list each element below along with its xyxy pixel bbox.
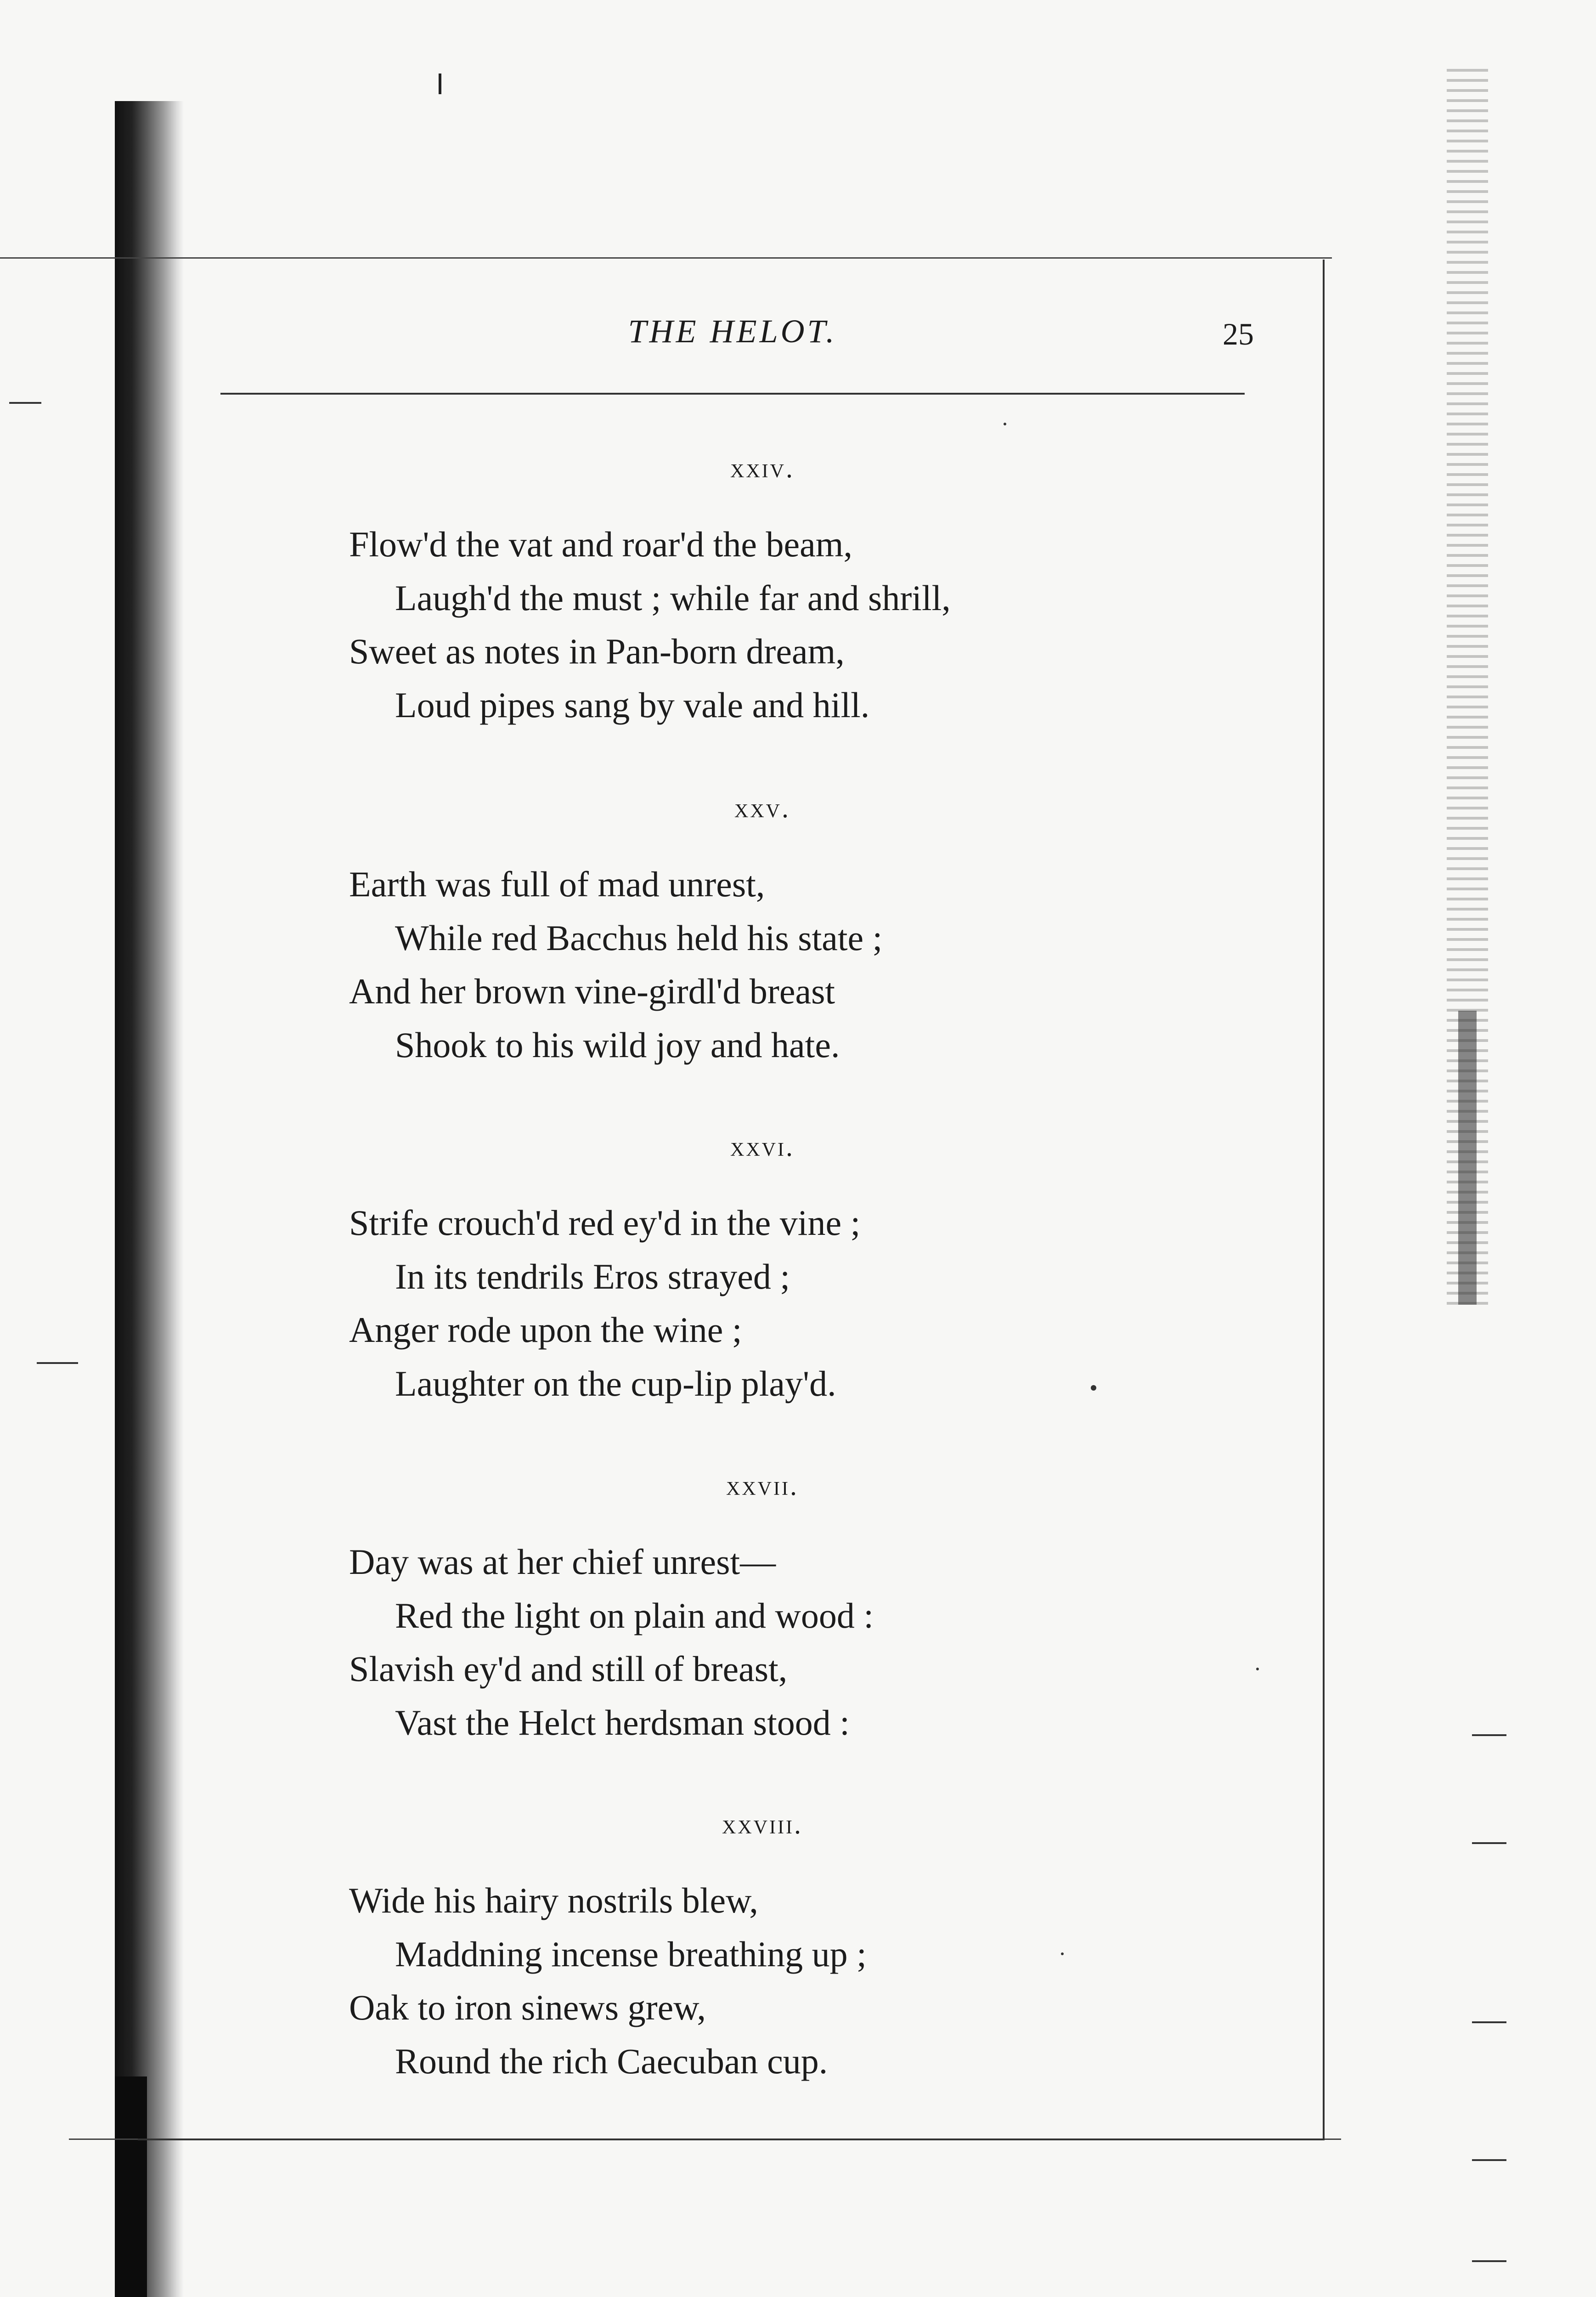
stanza-numeral: xxvi.: [730, 1132, 795, 1162]
margin-dash: [1472, 2021, 1506, 2023]
verse-line: Loud pipes sang by vale and hill.: [395, 685, 870, 725]
ink-speck: [1061, 1952, 1064, 1955]
margin-dash: [1472, 2159, 1506, 2161]
verse-line: Laugh'd the must ; while far and shrill,: [395, 578, 951, 618]
ink-speck: [1004, 423, 1006, 425]
page-edge-dark-band: [1458, 1011, 1477, 1305]
stanza-numeral: xxv.: [734, 793, 790, 823]
verse-line: Slavish ey'd and still of breast,: [349, 1649, 788, 1689]
verse-line: Flow'd the vat and roar'd the beam,: [349, 524, 852, 564]
verse-line: Maddning incense breathing up ;: [395, 1934, 867, 1974]
running-head: [220, 312, 1254, 368]
margin-dash: [1472, 1734, 1506, 1736]
verse-line: Sweet as notes in Pan-born dream,: [349, 631, 845, 671]
ink-speck: [1256, 1668, 1259, 1670]
top-crop-line: [0, 257, 1332, 259]
verse-line: Day was at her chief unrest—: [349, 1542, 776, 1582]
header-rule: [220, 393, 1245, 395]
verse-line: Wide his hairy nostrils blew,: [349, 1880, 758, 1920]
scan-mark: [439, 74, 441, 94]
stanza-numeral: xxviii.: [722, 1809, 803, 1839]
verse-line: While red Bacchus held his state ;: [395, 918, 883, 958]
verse-line: Laughter on the cup-lip play'd.: [395, 1363, 836, 1403]
verse-line: Vast the Helct herdsman stood :: [395, 1703, 850, 1743]
margin-dash: [9, 402, 41, 404]
margin-dash: [37, 1362, 78, 1364]
verse-line: And her brown vine-girdl'd breast: [349, 971, 835, 1011]
running-title: THE HELOT.: [628, 313, 837, 350]
verse-line: Round the rich Caecuban cup.: [395, 2041, 828, 2081]
verse-line: Anger rode upon the wine ;: [349, 1310, 742, 1350]
margin-dash: [1472, 2260, 1506, 2262]
page-number: 25: [1223, 317, 1254, 351]
ink-speck: [1091, 1385, 1096, 1391]
verse-line: Oak to iron sinews grew,: [349, 1987, 706, 2027]
verse-line: Strife crouch'd red ey'd in the vine ;: [349, 1203, 861, 1243]
verse-line: Red the light on plain and wood :: [395, 1595, 874, 1635]
stanza-numeral: xxvii.: [726, 1471, 799, 1501]
margin-dash: [1472, 1842, 1506, 1844]
verse-line: In its tendrils Eros strayed ;: [395, 1256, 790, 1296]
verse-line: Shook to his wild joy and hate.: [395, 1025, 840, 1065]
verse-line: Earth was full of mad unrest,: [349, 864, 765, 904]
stanza-numeral: xxiv.: [730, 453, 795, 483]
